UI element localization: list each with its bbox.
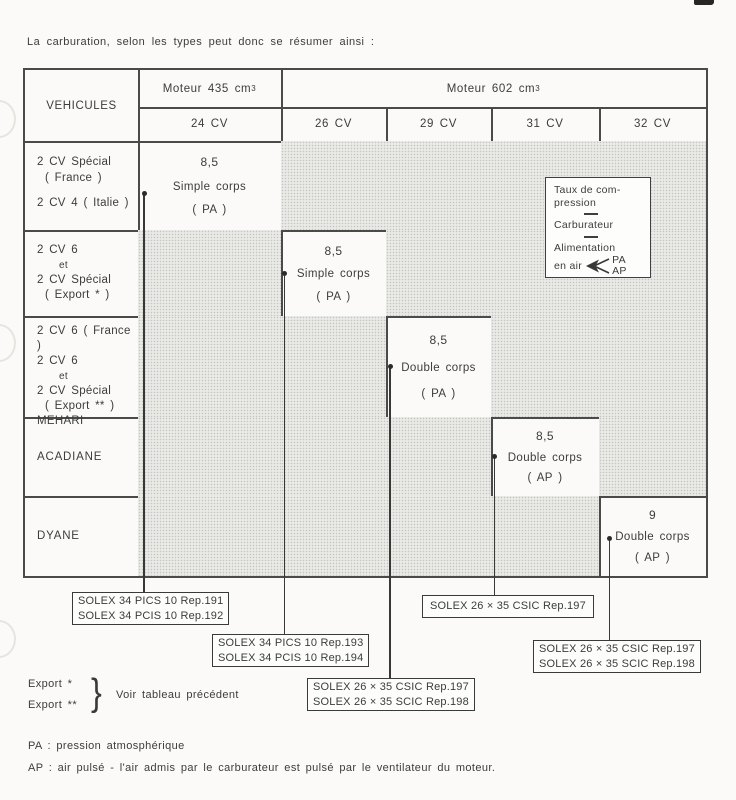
header-32cv: 32 CV (634, 118, 671, 130)
solex-box-29cv (307, 678, 475, 711)
carburation-table (23, 68, 708, 578)
taux-compression-value: 8,5 (324, 243, 343, 258)
solex-ref: SOLEX 26 × 35 SCIC Rep.198 (539, 657, 695, 670)
shaded-cell (138, 417, 281, 496)
header-moteur-435: Moteur 435 cm 3 (162, 82, 257, 95)
carburateur-type: Simple corps (172, 180, 247, 193)
binding-hole-shadow (0, 324, 16, 362)
header-26cv: 26 CV (315, 118, 352, 130)
vehicle-line: 2 CV Spécial (37, 156, 112, 168)
export-note-text: Voir tableau précédent (116, 689, 239, 701)
taux-compression-value: 8,5 (200, 155, 219, 170)
alimentation-air: ( AP ) (635, 552, 670, 564)
vehicle-line: 2 CV Spécial (37, 274, 112, 286)
ap-label: AP (612, 265, 627, 277)
leader-line-29cv (389, 366, 391, 680)
vehicle-cell-row1 (25, 141, 138, 230)
vehicle-line: 2 CV 6 ( France ) (37, 325, 131, 352)
carb-cell-24cv (138, 141, 281, 230)
air-supply-row (554, 254, 650, 278)
separator-dash (584, 236, 598, 238)
shaded-cell (281, 141, 386, 230)
solex-ref: SOLEX 34 PCIS 10 Rep.194 (218, 651, 364, 664)
leader-line-31cv (494, 456, 496, 595)
header-24cv: 24 CV (191, 118, 228, 130)
vehicle-line: ( Export ** ) (45, 400, 115, 412)
shaded-cell (281, 417, 386, 496)
vehicle-line: MEHARI (37, 415, 84, 427)
solex-ref: SOLEX 26 × 35 CSIC Rep.197 (430, 600, 586, 612)
leader-dot (492, 454, 497, 459)
shaded-cell (491, 496, 599, 576)
callout-line: Carburateur (554, 219, 614, 231)
page-corner-ink-mark (694, 0, 714, 5)
shaded-cell (386, 230, 491, 316)
legend-callout-box (545, 177, 651, 278)
alimentation-air: ( AP ) (527, 472, 563, 485)
vehicle-line: DYANE (37, 530, 80, 542)
vehicle-cell-row3 (25, 316, 138, 427)
export-star-label: Export * (28, 678, 73, 690)
shaded-cell (491, 316, 599, 417)
shaded-cell (599, 316, 706, 417)
taux-compression-value: 9 (648, 508, 657, 522)
shaded-cell (599, 417, 706, 496)
carb-cell-26cv (281, 230, 386, 316)
binding-hole-shadow (0, 100, 16, 138)
vehicle-cell-row2 (25, 230, 138, 316)
carburateur-type: Simple corps (296, 268, 371, 280)
carb-cell-32cv (599, 496, 706, 576)
vehicle-line: et (59, 371, 68, 382)
header-moteur-435-label: Moteur 435 cm (162, 82, 252, 95)
solex-ref: SOLEX 26 × 35 SCIC Rep.198 (313, 695, 469, 708)
brace-glyph: } (90, 672, 103, 714)
left-arrow-icon (585, 254, 611, 278)
shaded-cell (386, 417, 491, 496)
leader-dot (282, 271, 287, 276)
leader-line-24cv (143, 193, 145, 592)
solex-ref: SOLEX 34 PICS 10 Rep.193 (218, 637, 364, 649)
separator-dash (584, 213, 598, 215)
leader-dot (607, 536, 612, 541)
intro-sentence: La carburation, selon les types peut donc se résumer ainsi : (27, 36, 375, 48)
shaded-cell (281, 496, 386, 576)
vehicle-line: 2 CV Spécial (37, 385, 112, 397)
header-moteur-602-label: Moteur 602 cm (446, 82, 536, 95)
solex-ref: SOLEX 26 × 35 CSIC Rep.197 (539, 643, 695, 655)
pa-label: PA (612, 254, 626, 266)
vehicle-line: 2 CV 4 ( Italie ) (37, 197, 129, 209)
alimentation-air: ( PA ) (316, 290, 351, 303)
taux-compression-value: 8,5 (429, 333, 448, 348)
leader-dot (388, 364, 393, 369)
solex-box-26cv (212, 634, 369, 667)
vehicle-line: ACADIANE (37, 450, 103, 463)
carburateur-type: Double corps (507, 451, 583, 464)
vehicle-line: ( France ) (45, 172, 102, 184)
header-31cv: 31 CV (526, 118, 564, 130)
solex-box-32cv (533, 640, 701, 673)
header-29cv: 29 CV (420, 118, 457, 130)
binding-hole-shadow (0, 620, 16, 658)
vehicle-line: ( Export * ) (45, 289, 110, 301)
carb-cell-29cv (386, 316, 491, 417)
export-double-star-label: Export ** (28, 699, 78, 711)
solex-box-31cv (422, 595, 594, 618)
callout-line: pression (554, 196, 597, 209)
shaded-cell (138, 230, 281, 316)
footnote-ap: AP : air pulsé - l'air admis par le carburateur est pulsé par le ventilateur du moteur. (28, 762, 496, 774)
footnote-pa: PA : pression atmosphérique (28, 740, 185, 752)
solex-ref: SOLEX 34 PCIS 10 Rep.192 (78, 609, 224, 622)
taux-compression-value: 8,5 (536, 428, 554, 443)
shaded-cell (386, 141, 491, 230)
alimentation-air: ( PA ) (192, 203, 227, 216)
shaded-cell (138, 316, 281, 417)
solex-ref: SOLEX 26 × 35 CSIC Rep.197 (313, 681, 469, 693)
callout-line: Alimentation (554, 241, 616, 254)
solex-ref: SOLEX 34 PICS 10 Rep.191 (78, 595, 224, 607)
header-moteur-602: Moteur 602 cm 3 (446, 82, 541, 95)
carburateur-type: Double corps (615, 531, 690, 543)
export-note (28, 672, 288, 724)
leader-dot (142, 191, 147, 196)
leader-line-32cv (609, 538, 611, 640)
vehicle-line: 2 CV 6 (37, 244, 78, 256)
callout-line: en air (554, 259, 583, 272)
alimentation-air: ( PA ) (421, 387, 456, 400)
vehicle-line: et (59, 260, 68, 271)
leader-line-26cv (284, 273, 286, 634)
shaded-cell (138, 496, 281, 576)
vehicle-cell-row4 (25, 417, 138, 496)
callout-line: Taux de com- (554, 184, 621, 196)
shaded-cell (386, 496, 491, 576)
carburateur-type: Double corps (401, 361, 476, 374)
vehicle-cell-row5 (25, 496, 138, 576)
header-vehicules: VEHICULES (46, 99, 117, 112)
solex-box-24cv (72, 592, 229, 625)
vehicle-line: 2 CV 6 (37, 355, 78, 367)
carb-cell-31cv (491, 417, 599, 496)
pa-ap-labels (612, 255, 627, 277)
shaded-cell (281, 316, 386, 417)
